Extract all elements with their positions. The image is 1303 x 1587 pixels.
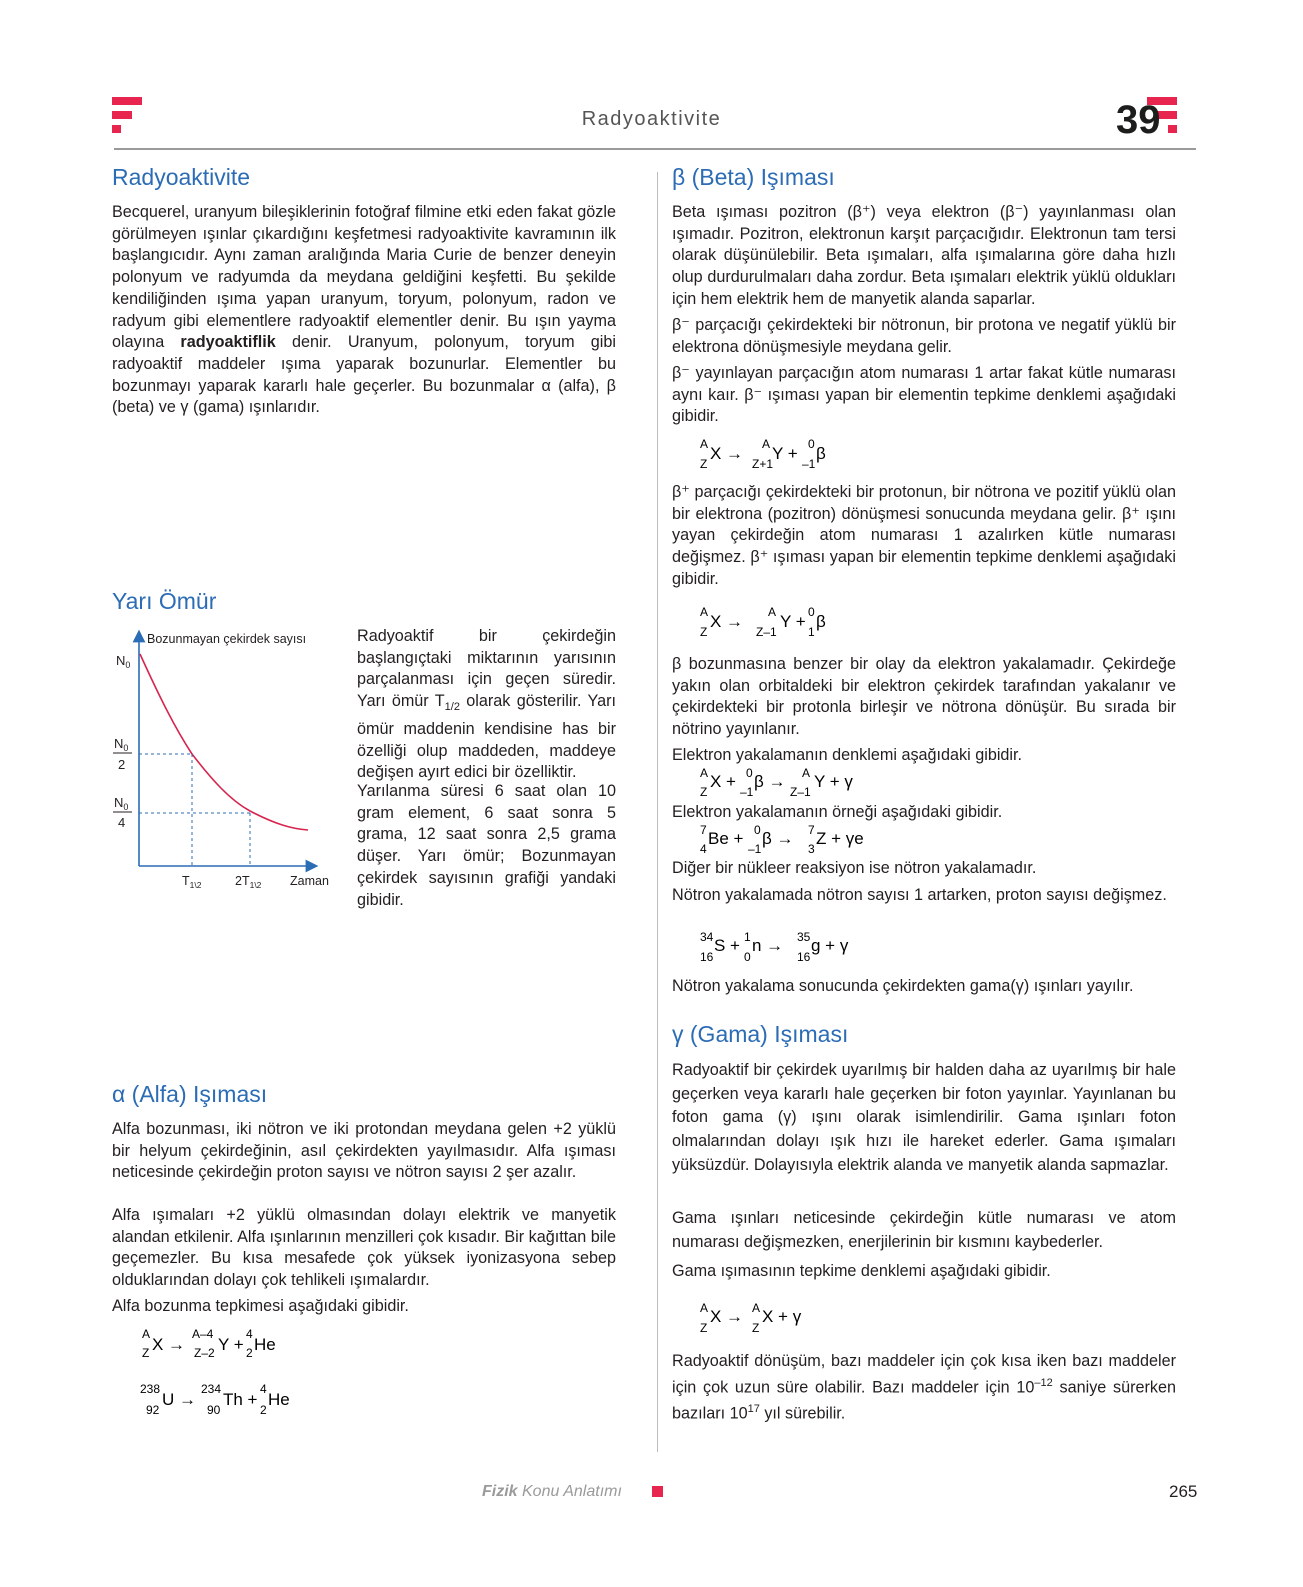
svg-text:Z: Z — [700, 625, 708, 639]
svg-text:X + γ: X + γ — [762, 1307, 802, 1326]
svg-text:1: 1 — [808, 625, 815, 639]
svg-text:16: 16 — [797, 950, 811, 964]
svg-text:X →: X → — [710, 444, 744, 463]
svg-text:Be +: Be + — [708, 829, 744, 848]
beta-p3: β⁻ yayınlayan parçacığın atom numarası 1 artar fakat kütle numarası aynı kaır. β⁻ ışıması yapan bir elementin tepkime denklemi aşağıdaki gibidir. — [672, 364, 1176, 426]
svg-text:X +: X + — [710, 772, 736, 791]
svg-text:Z: Z — [700, 457, 708, 471]
svg-text:Y + γ: Y + γ — [814, 772, 853, 791]
svg-text:35: 35 — [797, 930, 811, 944]
svg-text:Y +: Y + — [772, 444, 798, 463]
svg-text:4: 4 — [700, 842, 707, 856]
svg-text:34: 34 — [700, 930, 714, 944]
svg-text:–1: –1 — [802, 457, 816, 471]
half-life-graph — [110, 628, 342, 896]
svg-text:A: A — [700, 1301, 709, 1315]
svg-text:7: 7 — [808, 823, 815, 837]
svg-text:n →: n → — [752, 936, 784, 955]
svg-text:Z–1: Z–1 — [756, 625, 777, 639]
y-axis-label: Bozunmayan çekirdek sayısı — [147, 632, 307, 646]
gama-p4: Radyoaktif dönüşüm, bazı maddeler için çok kısa iken bazı maddeler için çok uzun süre olabilir. Bazı maddeler için $10^{-12}$ saniye sürerken bazıları $10^{17}$ yıl sürebilir. — [672, 1352, 1176, 1423]
column-divider — [657, 172, 658, 1452]
svg-text:0: 0 — [808, 605, 815, 619]
radyoaktivite-body: Becquerel, uranyum bileşiklerinin fotoğraf filmine etki eden fakat gözle görülmeyen ışınlar çıkardığını keşfetmesi radyoaktivite kavramının ilk başlangıcıdır. Aynı zaman aralığında Maria Curie de benzer deneyin polonyum ve radyumda da meydana geldiğini keşfetti. Bu şekilde kendiliğinden ışıma yapan uranyum, toryum, polonyum, radon ve radyum gibi elementlere radyoaktif elementler denir. Bu ışın yayma olayına radyoaktiflik denir. Uranyum, polonyum, toryum gibi radyoaktif maddeler ışıma yaparak bozunurlar. Elementler bu bozunmayı yaparak kararlı hale geçerler. Bu bozunmalar α (alfa), β (beta) ve γ (gama) ışınlarıdır. — [112, 203, 616, 417]
label-n0-half-den: 2 — [118, 757, 126, 772]
chapter-number: 39 — [1116, 98, 1161, 142]
svg-text:238: 238 — [140, 1382, 161, 1396]
svg-text:U →: U → — [162, 1390, 196, 1409]
alfa-p3: Alfa bozunma tepkimesi aşağıdaki gibidir. — [112, 1297, 409, 1315]
beta-p7: Elektron yakalamanın örneği aşağıdaki gibidir. — [672, 803, 1003, 821]
tick-2t-half: $2T_{1\backslash 2}$ — [235, 874, 262, 890]
svg-text:A: A — [762, 437, 771, 451]
beta-p2: β⁻ parçacığı çekirdekteki bir nötronun, bir protona ve negatif yüklü bir elektrona dönüşmesiyle meydana gelir. — [672, 316, 1176, 356]
running-title: Radyoaktivite — [581, 108, 722, 130]
beta-minus-equation — [698, 436, 858, 476]
section-title-radyoaktivite: Radyoaktivite — [112, 164, 251, 190]
label-n0-half-num: $N_0$ — [114, 736, 129, 753]
svg-text:234: 234 — [201, 1382, 222, 1396]
svg-text:He: He — [254, 1335, 276, 1354]
svg-text:Z: Z — [700, 1321, 708, 1335]
gama-p2: Gama ışınları neticesinde çekirdeğin kütle numarası ve atom numarası değişmezken, enerjilerinin bir kısmını kaybederler. — [672, 1209, 1176, 1251]
alfa-p1: Alfa bozunması, iki nötron ve iki protondan meydana gelen +2 yüklü bir helyum çekirdeğinin, asıl çekirdekten yayılmasıdır. Alfa ışıması neticesinde çekirdeğin proton sayısı ve nötron sayısı 2 şer azalır. — [112, 1120, 616, 1182]
page-number: 265 — [1169, 1482, 1198, 1501]
svg-text:92: 92 — [146, 1403, 160, 1417]
section-title-gama: γ (Gama) Işıması — [672, 1021, 849, 1047]
beta-p5: β bozunmasına benzer bir olay da elektron yakalamadır. Çekirdeğe yakın olan orbitaldeki bir elektron çekirdek tarafından yakalanır ve çekirdekteki bir protonla birleşir ve nötrona dönüşür. Bu sırada bir nötrino yayınlanır. — [672, 655, 1176, 739]
gamma-equation — [698, 1300, 858, 1336]
svg-text:4: 4 — [260, 1382, 267, 1396]
alfa-p2: Alfa ışımaları +2 yüklü olmasından dolayı elektrik ve manyetik alandan etkilenir. Alfa ışınlarının menzilleri çok kısadır. Bir kağıttan bile geçemezler. Bu kısa mesafede çok yüksek iyonizasyona sebep olduklarından dolayı çok tehlikeli ışımalardır. — [112, 1206, 616, 1290]
x-axis-label: Zaman — [290, 874, 329, 888]
footer-square-icon — [652, 1486, 663, 1497]
beta-plus-equation — [698, 604, 858, 644]
svg-text:A: A — [700, 437, 709, 451]
beta-p8: Diğer bir nükleer reaksiyon ise nötron yakalamadır. — [672, 859, 1037, 877]
svg-text:–1: –1 — [740, 785, 754, 799]
svg-text:–1: –1 — [748, 842, 762, 856]
svg-text:X →: X → — [710, 612, 744, 631]
alfa-uranium-equation — [138, 1381, 338, 1421]
tick-t-half: $T_{1\backslash 2}$ — [182, 874, 202, 890]
footer-book-title: Fizik Konu Anlatımı — [482, 1483, 622, 1500]
svg-text:0: 0 — [746, 766, 753, 780]
svg-text:2: 2 — [246, 1346, 253, 1360]
svg-text:Z + γe: Z + γe — [816, 829, 864, 848]
svg-text:3: 3 — [808, 842, 815, 856]
svg-text:0: 0 — [744, 950, 751, 964]
electron-capture-equation — [698, 766, 898, 800]
svg-text:1: 1 — [744, 930, 751, 944]
svg-text:β: β — [816, 612, 826, 631]
svg-text:16: 16 — [700, 950, 714, 964]
svg-text:X →: X → — [710, 1307, 744, 1326]
decay-curve — [140, 654, 308, 830]
alfa-general-equation — [138, 1326, 338, 1366]
beta-p10: Nötron yakalama sonucunda çekirdekten gama(γ) ışınları yayılır. — [672, 977, 1134, 995]
svg-text:0: 0 — [754, 823, 761, 837]
svg-text:β →: β → — [762, 829, 794, 848]
svg-text:A: A — [752, 1301, 761, 1315]
beta-p9: Nötron yakalamada nötron sayısı 1 artarken, proton sayısı değişmez. — [672, 886, 1167, 904]
svg-text:A–4: A–4 — [192, 1327, 214, 1341]
svg-text:A: A — [700, 605, 709, 619]
svg-text:Z+1: Z+1 — [752, 457, 774, 471]
svg-text:2: 2 — [260, 1403, 267, 1417]
svg-text:90: 90 — [207, 1403, 221, 1417]
svg-text:A: A — [768, 605, 777, 619]
label-n0-quarter-den: 4 — [118, 815, 126, 830]
yari-omur-p2: Yarılanma süresi 6 saat olan 10 gram element, 6 saat sonra 5 grama, 12 saat sonra 2,5 grama düşer. Yarı ömür; Bozunmayan çekirdek sayısının grafiği yandaki gibidir. — [357, 782, 616, 909]
section-title-beta: β (Beta) Işıması — [672, 164, 835, 190]
svg-text:Z–2: Z–2 — [194, 1346, 215, 1360]
section-title-alfa: α (Alfa) Işıması — [112, 1081, 268, 1107]
label-n0: $N_0$ — [116, 653, 131, 670]
label-n0-quarter-num: $N_0$ — [114, 795, 129, 812]
neutron-capture-equation — [698, 929, 898, 965]
svg-text:7: 7 — [700, 823, 707, 837]
svg-text:Z: Z — [752, 1321, 760, 1335]
beta-p1: Beta ışıması pozitron (β⁺) veya elektron (β⁻) yayınlanması olan ışımadır. Pozitron, elektronun karşıt parçacığıdır. Elektronun tam tersi olarak düşünülebilir. Beta ışımaları, alfa ışımalarına göre daha hızlı olup durdurulmaları daha zordur. Beta ışımaları elektrik yüklü oldukları için hem elektrik hem de manyetik alanda saparlar. — [672, 203, 1176, 308]
yari-omur-p1: Radyoaktif bir çekirdeğin başlangıçtaki miktarının yarısının parçalanması için geçen süredir. Yarı ömür $T_{1/2}$ olarak gösterilir. Yarı ömür maddenin kendisine has bir özelliği olup maddeden, maddeye değişen ayırt edici bir özelliktir. — [357, 627, 616, 782]
svg-text:g + γ: g + γ — [811, 936, 849, 955]
beta-p4: β⁺ parçacığı çekirdekteki bir protonun, bir nötrona ve pozitif yüklü olan bir elektrona (pozitron) dönüşmesi sonucunda meydana gelir. β⁺ ışını yayan çekirdeğin atom numarası 1 azalırken kütle numarası değişmez. β⁺ ışıması yapan bir elementin tepkime denklemi aşağıdaki gibidir. — [672, 483, 1176, 588]
gama-p3: Gama ışımasının tepkime denklemi aşağıdaki gibidir. — [672, 1262, 1051, 1280]
svg-text:X →: X → — [152, 1335, 186, 1354]
electron-capture-example — [698, 823, 898, 857]
svg-text:S +: S + — [714, 936, 740, 955]
svg-text:A: A — [802, 766, 811, 780]
header-rule — [114, 148, 1196, 150]
svg-text:Z: Z — [700, 785, 708, 799]
svg-text:Th +: Th + — [223, 1390, 258, 1409]
svg-text:0: 0 — [808, 437, 815, 451]
svg-text:Y +: Y + — [780, 612, 806, 631]
svg-text:4: 4 — [246, 1327, 253, 1341]
svg-text:β →: β → — [754, 772, 786, 791]
beta-p6: Elektron yakalamanın denklemi aşağıdaki gibidir. — [672, 746, 1023, 764]
section-title-yari-omur: Yarı Ömür — [112, 588, 217, 614]
svg-text:A: A — [700, 766, 709, 780]
svg-text:He: He — [268, 1390, 290, 1409]
svg-text:Z: Z — [142, 1346, 150, 1360]
svg-text:β: β — [816, 444, 826, 463]
svg-text:Z–1: Z–1 — [790, 785, 811, 799]
svg-text:Y +: Y + — [218, 1335, 244, 1354]
svg-text:A: A — [142, 1327, 151, 1341]
gama-p1: Radyoaktif bir çekirdek uyarılmış bir halden daha az uyarılmış bir hale geçerken veya kararlı hale geçerken bir foton yayınlar. Yayınlanan bu foton gama (γ) ışını olarak isimlendirilir. Gama ışınları foton olmalarından dolayı ışık hızı ile hareket ederler. Gama ışımaları yüksüzdür. Dolayısıyla elektrik alanda ve manyetik alanda sapmazlar. — [672, 1061, 1176, 1174]
